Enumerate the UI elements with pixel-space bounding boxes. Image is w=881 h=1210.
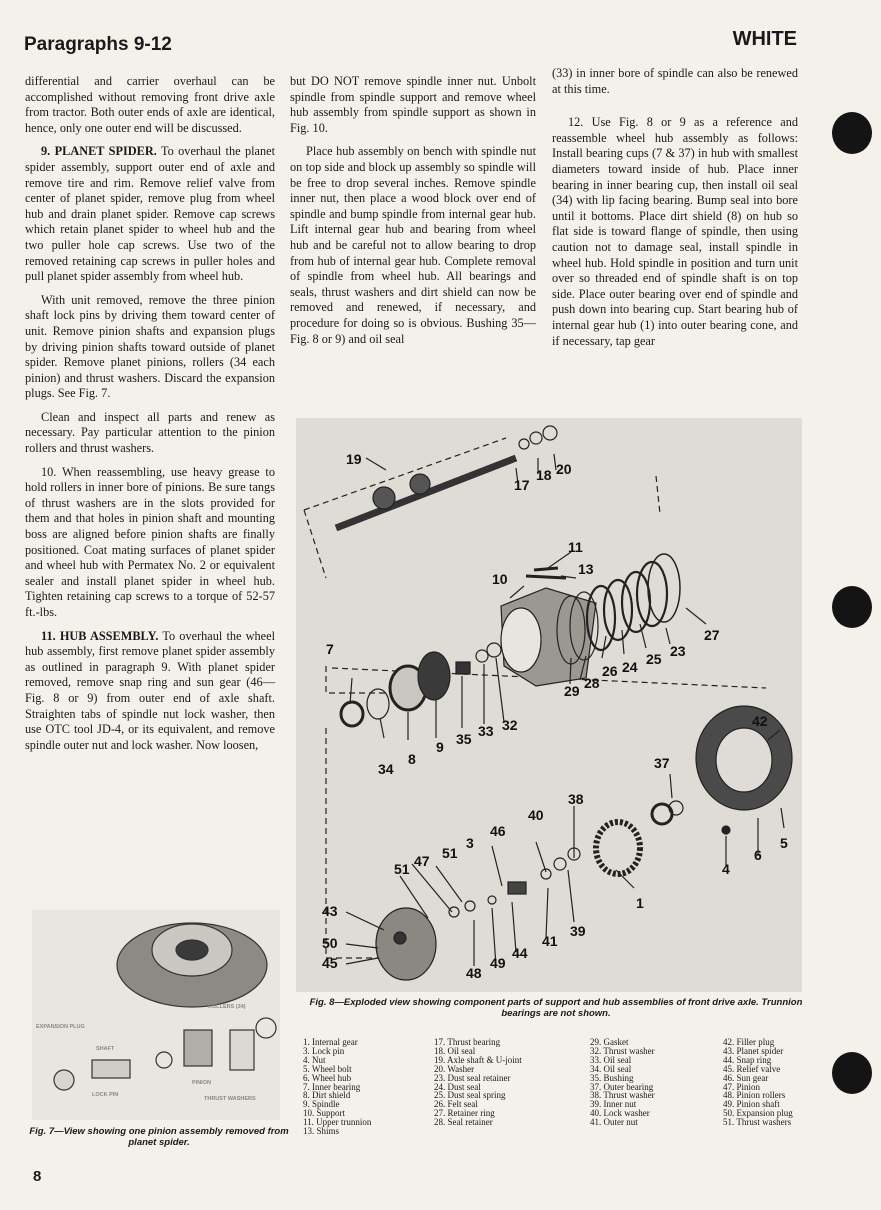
legend-item: 17. Thrust bearing <box>434 1037 501 1047</box>
pinion-diagram <box>32 910 280 1120</box>
exploded-diagram <box>296 418 802 992</box>
figure-7-caption: Fig. 7—View showing one pinion assembly removed from planet spider. <box>29 1126 289 1148</box>
u-joint-drawing <box>373 487 395 509</box>
legend-item: 24. Dust seal <box>434 1081 481 1092</box>
callout-45: 45 <box>322 955 338 971</box>
callout-32: 32 <box>502 717 518 733</box>
label-thrust-washers: THRUST WASHERS <box>204 1096 256 1102</box>
page-header-brand: WHITE <box>732 28 797 50</box>
callout-50: 50 <box>322 935 338 951</box>
callout-28: 28 <box>584 675 600 691</box>
callout-13: 13 <box>578 561 594 577</box>
legend-item: 41. Outer nut <box>590 1117 638 1128</box>
paragraph: (33) in inner bore of spindle can also be renewed at this time. <box>552 66 798 96</box>
binder-hole-middle <box>832 586 872 628</box>
callout-27: 27 <box>704 627 720 643</box>
callout-11: 11 <box>568 539 583 555</box>
label-lock-pin: LOCK PIN <box>92 1092 119 1098</box>
legend-column-1 <box>303 1038 371 1136</box>
label-rollers: ROLLERS (34) <box>208 1004 246 1010</box>
callout-38: 38 <box>568 791 584 807</box>
callout-41: 41 <box>542 933 558 949</box>
label-expansion-plug: EXPANSION PLUG <box>36 1024 85 1030</box>
callout-51a: 51 <box>442 845 458 861</box>
internal-gear-drawing <box>596 822 640 874</box>
legend-item: 13. Shims <box>303 1126 340 1137</box>
legend-item: 32. Thrust washer <box>590 1045 655 1056</box>
callout-5: 5 <box>780 835 788 851</box>
callout-17: 17 <box>514 477 530 493</box>
legend-item: 45. Relief valve <box>723 1063 781 1074</box>
legend-item: 11. Upper trunnion <box>303 1117 372 1128</box>
planet-spider-drawing <box>376 908 436 980</box>
spindle-drawing <box>418 652 450 700</box>
callout-47: 47 <box>414 853 430 869</box>
text-column-3 <box>552 66 798 357</box>
callout-40: 40 <box>528 807 544 823</box>
legend-column-2 <box>434 1038 522 1127</box>
callout-33: 33 <box>478 723 494 739</box>
pinion-photo <box>184 1030 212 1066</box>
legend-item: 33. Oil seal <box>590 1054 632 1065</box>
callout-48: 48 <box>466 965 482 981</box>
legend-item: 5. Wheel bolt <box>303 1063 352 1074</box>
legend-item: 7. Inner bearing <box>303 1081 361 1092</box>
callout-42: 42 <box>752 713 768 729</box>
legend-item: 23. Dust seal retainer <box>434 1072 511 1083</box>
paragraph: With unit removed, remove the three pinion shaft lock pins by driving them toward center of unit. Remove pinion shafts and expansion plugs by driving pinion shafts toward outside of planet spider. Remove planet pinions, rollers (34 each pinion) and thrust washers. Discard the expansion plugs. See Fig. 7. <box>25 292 275 401</box>
legend-item: 38. Thrust washer <box>590 1090 655 1101</box>
legend-column-4 <box>723 1038 793 1127</box>
figure-8-exploded-view <box>296 418 802 992</box>
paragraph-12: 12. Use Fig. 8 or 9 as a reference and reassemble wheel hub assembly as follows: Install bearing cups (7 & 37) in hub with smallest diameters toward inside of hub. Place inner bearing in inner bearing cup, then install oil seal (34) with lip facing bearing. Bump seal into bore until it bottoms. Place dirt shield (8) on hub so flat side is toward flange of spindle, then using caution not to damage seal, install spindle in wheel hub. Hold spindle in position and turn unit over so threaded end of spindle shaft is on top side. Place outer bearing over end of spindle and push down into bearing cup. Start bearing hub of internal gear hub (1) into outer bearing cone, and if necessary, tap gear <box>552 115 798 348</box>
binder-hole-bottom <box>832 1052 872 1094</box>
legend-item: 50. Expansion plug <box>723 1108 793 1119</box>
callout-44: 44 <box>512 945 528 961</box>
page-number: 8 <box>33 1168 42 1185</box>
callout-6: 6 <box>754 847 762 863</box>
legend-item: 20. Washer <box>434 1063 475 1074</box>
callout-39: 39 <box>570 923 586 939</box>
callout-10: 10 <box>492 571 508 587</box>
text-column-2 <box>290 74 536 355</box>
callout-8: 8 <box>408 751 416 767</box>
callout-43: 43 <box>322 903 338 919</box>
callout-26: 26 <box>602 663 618 679</box>
legend-item: 18. Oil seal <box>434 1045 476 1056</box>
legend-item: 19. Axle shaft & U-joint <box>434 1054 522 1065</box>
callout-49: 49 <box>490 955 506 971</box>
legend-item: 39. Inner nut <box>590 1099 637 1110</box>
paragraph-text: To overhaul the wheel hub assembly, first remove planet spider assembly as outlined in paragraph 9. With planet spider removed, remove snap ring and sun gear (46—Fig. 8 or 9) from outer end of axle shaft. Straighten tabs of spindle nut lock washer, then use OTC tool JD-4, or its equivalent, and remove spindle outer nut and lock washer. Now loosen, <box>25 628 276 752</box>
legend-item: 4. Nut <box>303 1054 326 1065</box>
legend-item: 1. Internal gear <box>303 1037 358 1047</box>
paragraph: differential and carrier overhaul can be accomplished without removing front drive axle from tractor. Both outer ends of axle are identical, hence, only one outer end will be discussed. <box>25 74 275 135</box>
callout-1: 1 <box>636 895 644 911</box>
pinion-shaft-photo <box>92 1060 130 1078</box>
callout-4: 4 <box>722 861 730 877</box>
legend-item: 42. Filler plug <box>723 1037 775 1047</box>
legend-item: 48. Pinion rollers <box>723 1090 786 1101</box>
legend-item: 35. Bushing <box>590 1072 634 1083</box>
paragraph: Place hub assembly on bench with spindle nut on top side and block up assembly so spindle will be free to drop several inches. Remove spindle inner nut, then place a wood block over end of spindle and bump spindle from internal gear hub. Lift internal gear hub and bearing from wheel hub and be careful not to allow bearing to drop from hub of internal gear hub. Complete removal of spindle from wheel hub. All bearings and seals, thrust washers and dirt shield can now be removed and renewed, if necessary, and procedure for doing so is obvious. Bushing 35—Fig. 8 or 9) and oil seal <box>290 144 536 346</box>
paragraph-11 <box>25 629 275 754</box>
callout-25: 25 <box>646 651 662 667</box>
legend-item: 40. Lock washer <box>590 1108 650 1119</box>
legend-item: 46. Sun gear <box>723 1072 769 1083</box>
legend-item: 6. Wheel hub <box>303 1072 352 1083</box>
callout-23: 23 <box>670 643 686 659</box>
section-heading: 9. PLANET SPIDER. <box>41 144 157 159</box>
callout-37: 37 <box>654 755 670 771</box>
callout-35: 35 <box>456 731 472 747</box>
paragraph: but DO NOT remove spindle inner nut. Unbolt spindle from spindle support and remove wheel hub assembly from spindle support as shown in Fig. 10. <box>290 74 536 135</box>
callout-9: 9 <box>436 739 444 755</box>
callout-19: 19 <box>346 451 362 467</box>
legend-item: 10. Support <box>303 1108 346 1119</box>
label-shaft: SHAFT <box>96 1046 115 1052</box>
legend-item: 9. Spindle <box>303 1099 340 1110</box>
text-column-1 <box>25 74 275 761</box>
legend-item: 44. Snap ring <box>723 1054 772 1065</box>
legend-item: 37. Outer bearing <box>590 1081 654 1092</box>
label-pinion: PINION <box>192 1080 211 1086</box>
legend-item: 28. Seal retainer <box>434 1117 493 1128</box>
legend-item: 3. Lock pin <box>303 1045 345 1056</box>
paragraph: Clean and inspect all parts and renew as necessary. Pay particular attention to the pinion rollers and thrust washers. <box>25 409 275 456</box>
section-heading: 11. HUB ASSEMBLY. <box>41 628 159 643</box>
legend-item: 51. Thrust washers <box>723 1117 792 1128</box>
paragraph-9 <box>25 144 275 284</box>
axle-shaft-drawing <box>336 458 516 528</box>
legend-item: 27. Retainer ring <box>434 1108 495 1119</box>
callout-51b: 51 <box>394 861 410 877</box>
legend-item: 34. Oil seal <box>590 1063 632 1074</box>
callout-3: 3 <box>466 835 474 851</box>
legend-item: 8. Dirt shield <box>303 1090 351 1101</box>
legend-item: 43. Planet spider <box>723 1045 784 1056</box>
legend-item: 49. Pinion shaft <box>723 1099 780 1110</box>
figure-8-caption: Fig. 8—Exploded view showing component parts of support and hub assemblies of front drive axle. Trunnion bearings are not shown. <box>309 997 803 1019</box>
callout-18: 18 <box>536 467 552 483</box>
callout-34: 34 <box>378 761 394 777</box>
binder-hole-top <box>832 112 872 154</box>
expansion-plug-photo <box>54 1070 74 1090</box>
page-header-title: Paragraphs 9-12 <box>24 34 172 55</box>
legend-item: 47. Pinion <box>723 1081 761 1092</box>
legend-item: 26. Felt seal <box>434 1099 478 1110</box>
legend-item: 29. Gasket <box>590 1037 629 1047</box>
paragraph-text: To overhaul the planet spider assembly, support outer end of axle and remove tire and rim. Remove relief valve from center of planet spider, remove plug from wheel hub and drain planet spider. Remove cap screws which retain planet spider to wheel hub and the two puller hole cap screws. Use two of the removed retaining cap screws in puller holes and pull planet spider assembly from wheel hub. <box>25 144 275 284</box>
legend-item: 25. Dust seal spring <box>434 1090 506 1101</box>
legend-column-3 <box>590 1038 655 1127</box>
figure-7-pinion-view <box>32 910 280 1120</box>
callout-24: 24 <box>622 659 638 675</box>
callout-20: 20 <box>556 461 572 477</box>
callout-7: 7 <box>326 641 334 657</box>
callout-46: 46 <box>490 823 506 839</box>
callout-29: 29 <box>564 683 580 699</box>
paragraph-10: 10. When reassembling, use heavy grease to hold rollers in inner bore of pinions. Be sure tangs of thrust washers are in the slots provided for them and that holes in pinion shaft and mounting boss are aligned before pinion shafts are finally positioned. Coat mating surfaces of planet spider and wheel hub with Permatex No. 2 or equivalent sealer and install planet spider in wheel hub. Tighten retaining cap screws to a torque of 52-57 ft.-lbs. <box>25 464 275 619</box>
